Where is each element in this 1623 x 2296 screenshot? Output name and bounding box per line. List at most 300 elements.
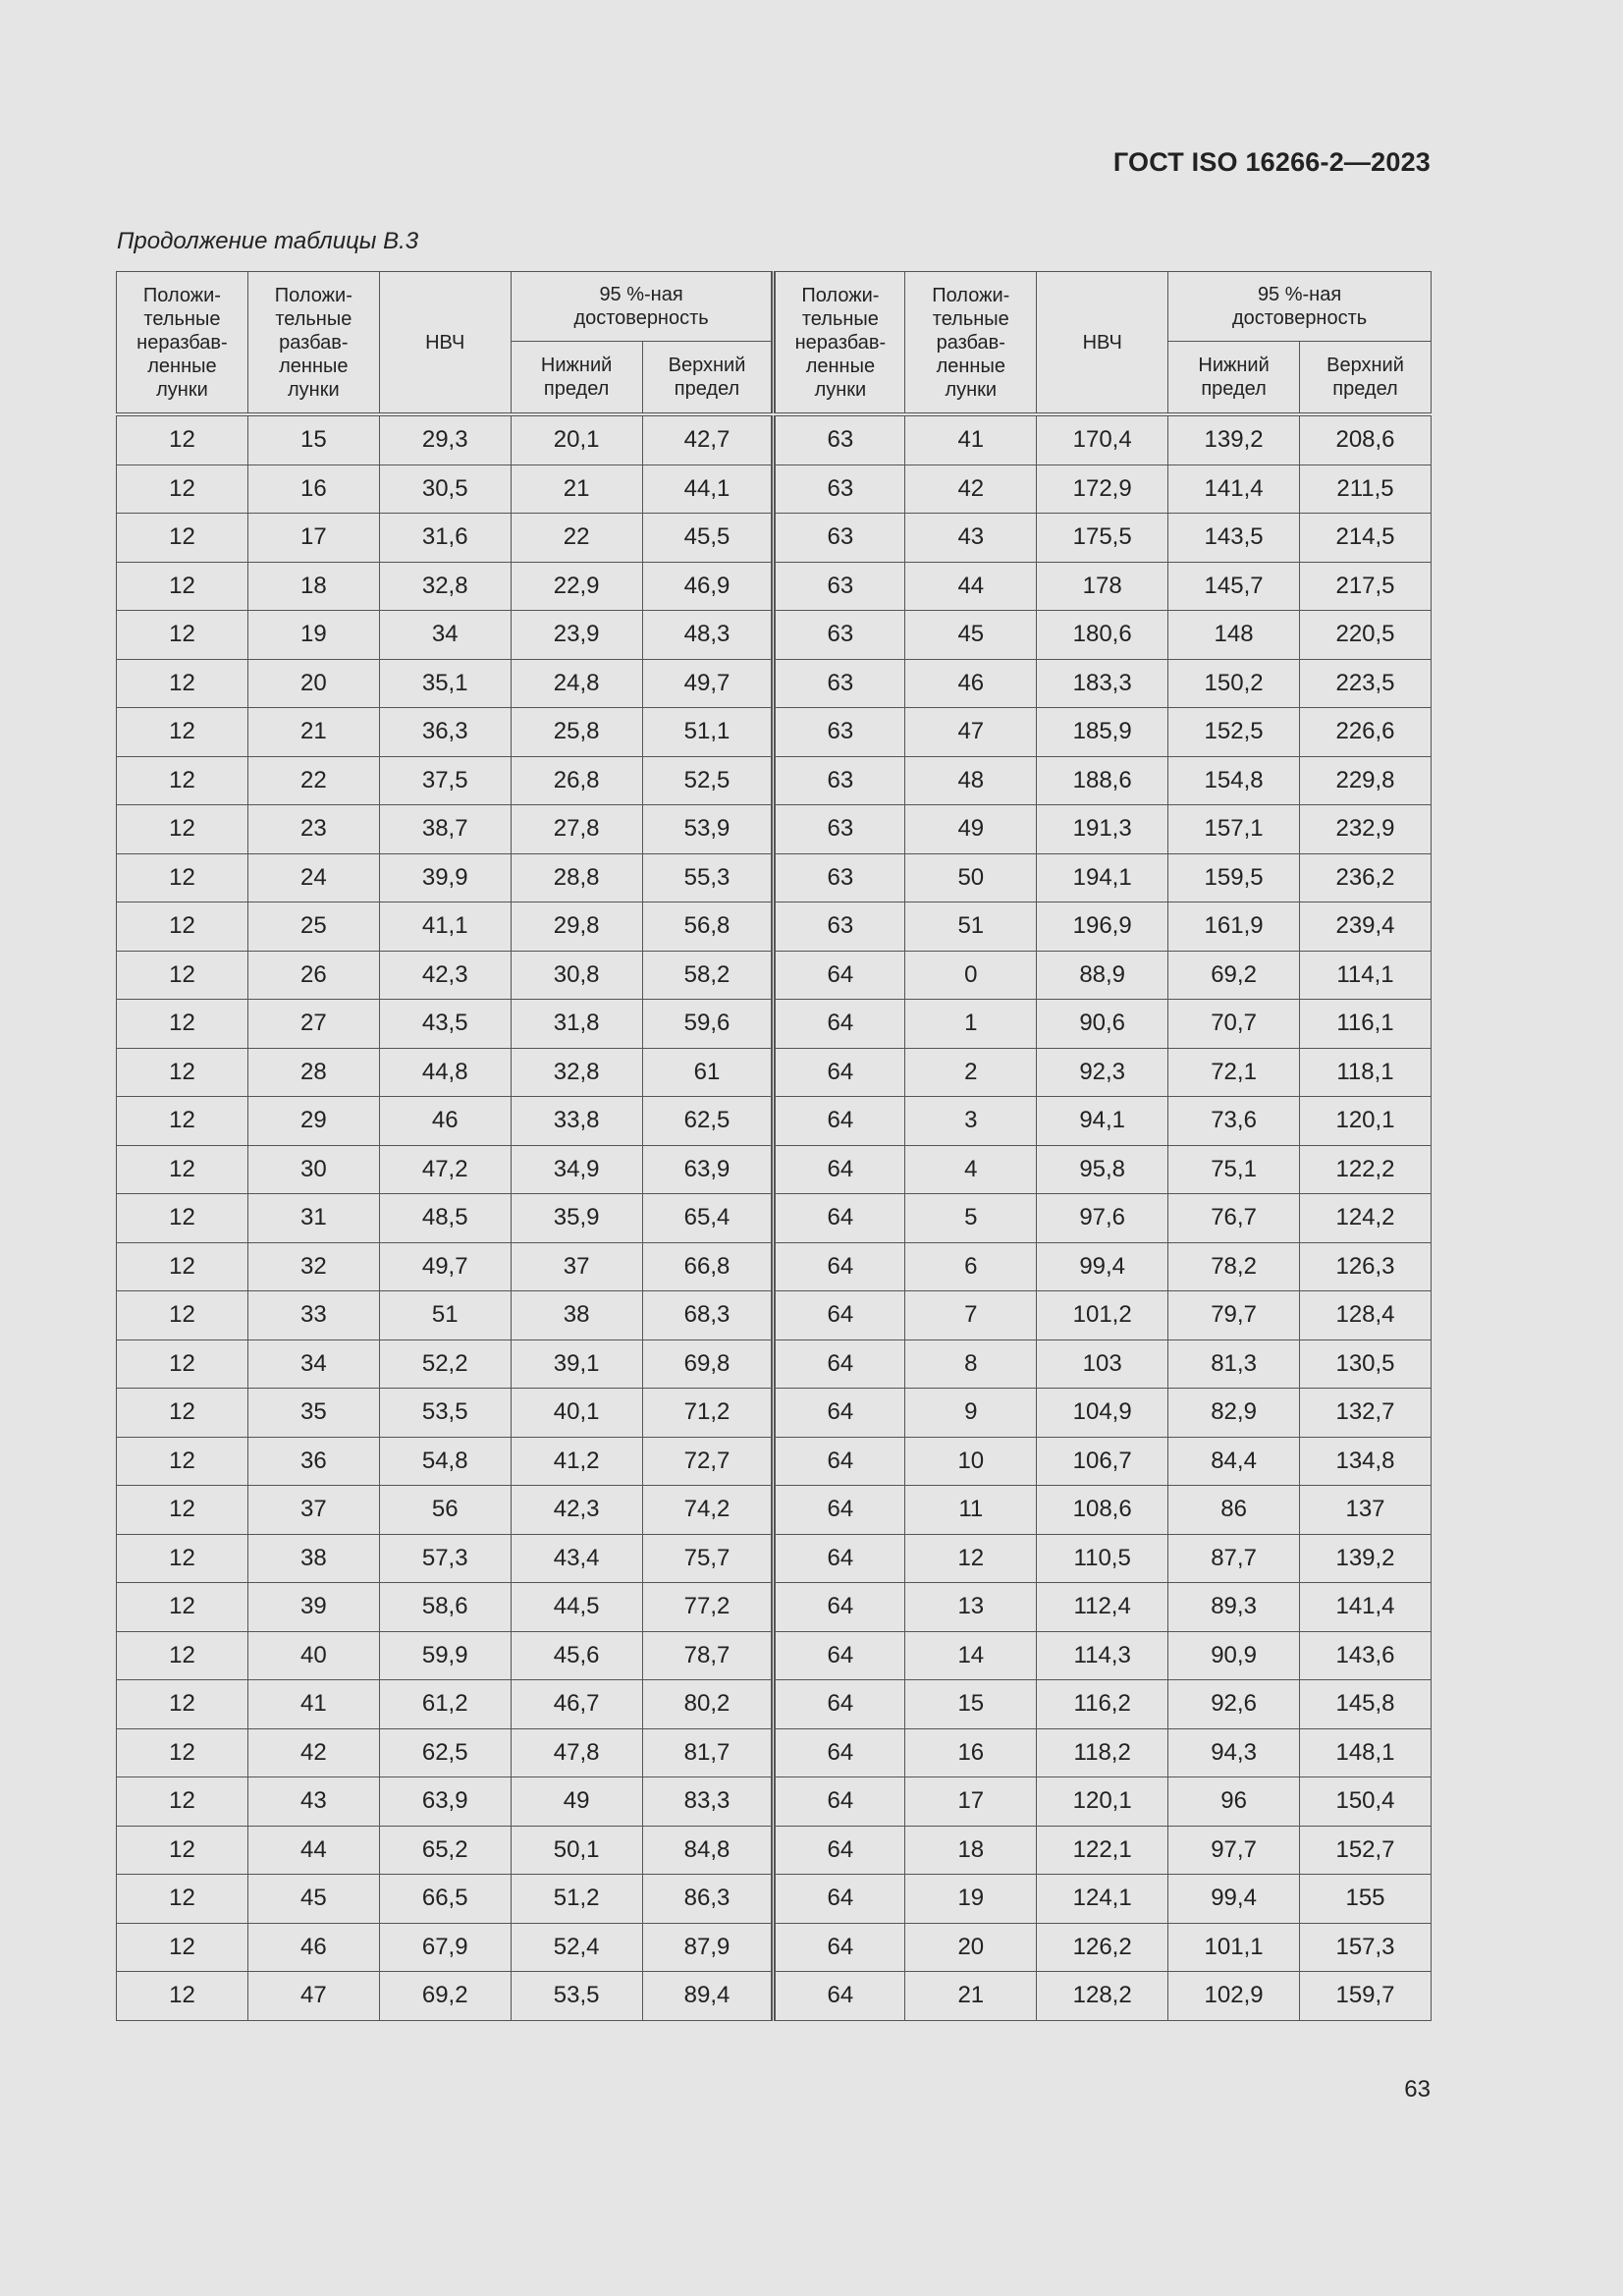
table-cell: 12 (117, 562, 248, 611)
table-cell: 13 (905, 1583, 1037, 1632)
table-cell: 120,1 (1037, 1777, 1168, 1827)
table-cell: 220,5 (1300, 611, 1432, 660)
table-cell: 63 (774, 805, 905, 854)
table-cell: 67,9 (379, 1923, 511, 1972)
table-cell: 12 (117, 1437, 248, 1486)
table-cell: 239,4 (1300, 902, 1432, 952)
page-number: 63 (1404, 2076, 1431, 2103)
table-cell: 31 (247, 1194, 379, 1243)
table-cell: 128,4 (1300, 1291, 1432, 1340)
table-cell: 41,1 (379, 902, 511, 952)
table-row (117, 756, 1432, 805)
table-row (117, 1875, 1432, 1924)
table-cell: 39,9 (379, 853, 511, 902)
table-row (117, 1486, 1432, 1535)
header-lower-right: Нижний предел (1168, 342, 1300, 413)
table-cell: 18 (247, 562, 379, 611)
header-lower-left: Нижний предел (511, 342, 642, 413)
table-cell: 51,2 (511, 1875, 642, 1924)
table-cell: 143,6 (1300, 1631, 1432, 1680)
table-row (117, 1097, 1432, 1146)
document-standard-number: ГОСТ ISO 16266-2—2023 (1112, 147, 1431, 177)
table-cell: 63,9 (642, 1145, 774, 1194)
table-cell: 141,4 (1168, 465, 1300, 514)
table-cell: 43,5 (379, 1000, 511, 1049)
table-cell: 185,9 (1037, 708, 1168, 757)
table-cell: 99,4 (1168, 1875, 1300, 1924)
header-mpn-left: НВЧ (379, 272, 511, 413)
table-cell: 66,8 (642, 1242, 774, 1291)
table-cell: 83,3 (642, 1777, 774, 1827)
table-cell: 16 (905, 1728, 1037, 1777)
table-cell: 25,8 (511, 708, 642, 757)
table-row (117, 1583, 1432, 1632)
table-cell: 101,1 (1168, 1923, 1300, 1972)
table-cell: 12 (117, 708, 248, 757)
table-cell: 102,9 (1168, 1972, 1300, 2021)
table-cell: 44,8 (379, 1048, 511, 1097)
table-cell: 21 (247, 708, 379, 757)
table-cell: 29 (247, 1097, 379, 1146)
table-cell: 34 (247, 1339, 379, 1389)
table-cell: 46 (247, 1923, 379, 1972)
table-row (117, 1680, 1432, 1729)
table-cell: 40 (247, 1631, 379, 1680)
table-cell: 161,9 (1168, 902, 1300, 952)
table-row (117, 1826, 1432, 1875)
table-cell: 73,6 (1168, 1097, 1300, 1146)
table-cell: 64 (774, 1923, 905, 1972)
table-cell: 19 (905, 1875, 1037, 1924)
table-cell: 159,7 (1300, 1972, 1432, 2021)
table-cell: 38 (247, 1534, 379, 1583)
table-cell: 21 (905, 1972, 1037, 2021)
table-cell: 97,6 (1037, 1194, 1168, 1243)
table-cell: 23 (247, 805, 379, 854)
table-cell: 51,1 (642, 708, 774, 757)
table-cell: 47 (247, 1972, 379, 2021)
table-cell: 45 (905, 611, 1037, 660)
table-cell: 22,9 (511, 562, 642, 611)
table-cell: 18 (905, 1826, 1037, 1875)
table-cell: 89,4 (642, 1972, 774, 2021)
table-cell: 63 (774, 659, 905, 708)
table-cell: 128,2 (1037, 1972, 1168, 2021)
table-cell: 170,4 (1037, 416, 1168, 465)
table-cell: 12 (117, 1777, 248, 1827)
table-cell: 65,4 (642, 1194, 774, 1243)
table-cell: 124,1 (1037, 1875, 1168, 1924)
table-cell: 12 (117, 853, 248, 902)
table-cell: 43 (905, 514, 1037, 563)
table-cell: 211,5 (1300, 465, 1432, 514)
table-cell: 47 (905, 708, 1037, 757)
table-cell: 12 (117, 1486, 248, 1535)
header-pos-diluted-left: Положи- тельные разбав- ленные лунки (247, 272, 379, 413)
table-row (117, 465, 1432, 514)
table-cell: 86,3 (642, 1875, 774, 1924)
header-confidence-right: 95 %-ная достоверность (1168, 272, 1432, 342)
table-cell: 65,2 (379, 1826, 511, 1875)
table-cell: 48,3 (642, 611, 774, 660)
table-cell: 68,3 (642, 1291, 774, 1340)
table-cell: 25 (247, 902, 379, 952)
table-row (117, 1923, 1432, 1972)
table-cell: 92,6 (1168, 1680, 1300, 1729)
table-cell: 118,2 (1037, 1728, 1168, 1777)
table-cell: 28,8 (511, 853, 642, 902)
table-cell: 64 (774, 1389, 905, 1438)
table-row (117, 805, 1432, 854)
table-cell: 2 (905, 1048, 1037, 1097)
table-cell: 157,3 (1300, 1923, 1432, 1972)
table-cell: 12 (117, 1826, 248, 1875)
table-cell: 145,7 (1168, 562, 1300, 611)
table-cell: 178 (1037, 562, 1168, 611)
table-cell: 46 (905, 659, 1037, 708)
table-row (117, 611, 1432, 660)
table-cell: 12 (117, 1534, 248, 1583)
table-cell: 12 (117, 659, 248, 708)
table-cell: 17 (905, 1777, 1037, 1827)
table-cell: 63 (774, 562, 905, 611)
table-row (117, 1291, 1432, 1340)
table-row (117, 1777, 1432, 1827)
table-cell: 12 (117, 1339, 248, 1389)
table-cell: 31,8 (511, 1000, 642, 1049)
table-cell: 6 (905, 1242, 1037, 1291)
table-cell: 154,8 (1168, 756, 1300, 805)
table-cell: 39,1 (511, 1339, 642, 1389)
table-row (117, 659, 1432, 708)
table-cell: 236,2 (1300, 853, 1432, 902)
table-cell: 1 (905, 1000, 1037, 1049)
table-cell: 122,2 (1300, 1145, 1432, 1194)
table-cell: 150,2 (1168, 659, 1300, 708)
table-cell: 196,9 (1037, 902, 1168, 952)
table-cell: 63 (774, 514, 905, 563)
table-cell: 12 (117, 1145, 248, 1194)
table-cell: 217,5 (1300, 562, 1432, 611)
table-cell: 42 (247, 1728, 379, 1777)
table-cell: 49,7 (642, 659, 774, 708)
table-cell: 30 (247, 1145, 379, 1194)
table-cell: 69,2 (379, 1972, 511, 2021)
table-cell: 81,3 (1168, 1339, 1300, 1389)
table-cell: 80,2 (642, 1680, 774, 1729)
table-cell: 64 (774, 1291, 905, 1340)
table-cell: 45 (247, 1875, 379, 1924)
table-cell: 64 (774, 1194, 905, 1243)
table-cell: 53,5 (511, 1972, 642, 2021)
table-cell: 63 (774, 708, 905, 757)
table-cell: 226,6 (1300, 708, 1432, 757)
table-cell: 46 (379, 1097, 511, 1146)
table-cell: 12 (117, 465, 248, 514)
table-cell: 58,2 (642, 951, 774, 1000)
table-cell: 122,1 (1037, 1826, 1168, 1875)
table-cell: 99,4 (1037, 1242, 1168, 1291)
table-cell: 47,2 (379, 1145, 511, 1194)
table-cell: 42,7 (642, 416, 774, 465)
table-cell: 50,1 (511, 1826, 642, 1875)
table-row (117, 514, 1432, 563)
table-cell: 64 (774, 1631, 905, 1680)
table-cell: 112,4 (1037, 1583, 1168, 1632)
table-cell: 8 (905, 1339, 1037, 1389)
table-cell: 27 (247, 1000, 379, 1049)
table-cell: 35 (247, 1389, 379, 1438)
table-cell: 64 (774, 1339, 905, 1389)
table-cell: 44,1 (642, 465, 774, 514)
table-cell: 64 (774, 1145, 905, 1194)
table-cell: 152,7 (1300, 1826, 1432, 1875)
table-cell: 82,9 (1168, 1389, 1300, 1438)
table-cell: 41,2 (511, 1437, 642, 1486)
table-cell: 48 (905, 756, 1037, 805)
table-cell: 139,2 (1300, 1534, 1432, 1583)
table-cell: 152,5 (1168, 708, 1300, 757)
table-cell: 44,5 (511, 1583, 642, 1632)
table-cell: 143,5 (1168, 514, 1300, 563)
table-cell: 114,1 (1300, 951, 1432, 1000)
table-cell: 194,1 (1037, 853, 1168, 902)
table-cell: 56 (379, 1486, 511, 1535)
table-cell: 42,3 (511, 1486, 642, 1535)
table-cell: 51 (379, 1291, 511, 1340)
table-cell: 48,5 (379, 1194, 511, 1243)
table-cell: 29,8 (511, 902, 642, 952)
table-cell: 75,1 (1168, 1145, 1300, 1194)
table-cell: 12 (117, 1923, 248, 1972)
table-cell: 63 (774, 416, 905, 465)
table-cell: 12 (117, 1583, 248, 1632)
table-cell: 88,9 (1037, 951, 1168, 1000)
table-row (117, 1242, 1432, 1291)
table-cell: 32 (247, 1242, 379, 1291)
table-cell: 33 (247, 1291, 379, 1340)
table-cell: 64 (774, 1777, 905, 1827)
table-cell: 41 (247, 1680, 379, 1729)
table-cell: 74,2 (642, 1486, 774, 1535)
header-mpn-right: НВЧ (1037, 272, 1168, 413)
table-cell: 20 (247, 659, 379, 708)
table-cell: 64 (774, 1728, 905, 1777)
table-cell: 0 (905, 951, 1037, 1000)
table-cell: 14 (905, 1631, 1037, 1680)
table-cell: 20 (905, 1923, 1037, 1972)
table-cell: 12 (117, 514, 248, 563)
table-cell: 120,1 (1300, 1097, 1432, 1146)
table-cell: 27,8 (511, 805, 642, 854)
table-cell: 95,8 (1037, 1145, 1168, 1194)
table-cell: 35,1 (379, 659, 511, 708)
table-cell: 92,3 (1037, 1048, 1168, 1097)
table-cell: 5 (905, 1194, 1037, 1243)
table-cell: 12 (117, 1728, 248, 1777)
table-cell: 38,7 (379, 805, 511, 854)
table-cell: 7 (905, 1291, 1037, 1340)
table-cell: 28 (247, 1048, 379, 1097)
table-cell: 16 (247, 465, 379, 514)
table-cell: 64 (774, 1048, 905, 1097)
table-cell: 46,7 (511, 1680, 642, 1729)
table-cell: 90,9 (1168, 1631, 1300, 1680)
table-cell: 45,5 (642, 514, 774, 563)
data-table (116, 271, 1432, 2021)
table-cell: 64 (774, 1486, 905, 1535)
table-row (117, 1728, 1432, 1777)
table-cell: 20,1 (511, 416, 642, 465)
table-cell: 126,2 (1037, 1923, 1168, 1972)
table-cell: 21 (511, 465, 642, 514)
table-cell: 79,7 (1168, 1291, 1300, 1340)
table-cell: 172,9 (1037, 465, 1168, 514)
table-cell: 30,5 (379, 465, 511, 514)
table-cell: 223,5 (1300, 659, 1432, 708)
table-cell: 64 (774, 1534, 905, 1583)
table-row (117, 416, 1432, 465)
table-cell: 70,7 (1168, 1000, 1300, 1049)
table-cell: 43,4 (511, 1534, 642, 1583)
table-row (117, 1339, 1432, 1389)
table-cell: 35,9 (511, 1194, 642, 1243)
table-cell: 12 (117, 1875, 248, 1924)
table-cell: 81,7 (642, 1728, 774, 1777)
table-cell: 37 (511, 1242, 642, 1291)
table-cell: 134,8 (1300, 1437, 1432, 1486)
table-cell: 33,8 (511, 1097, 642, 1146)
table-cell: 64 (774, 1000, 905, 1049)
table-cell: 52,5 (642, 756, 774, 805)
table-cell: 42 (905, 465, 1037, 514)
table-cell: 229,8 (1300, 756, 1432, 805)
table-cell: 64 (774, 1437, 905, 1486)
table-cell: 12 (117, 1389, 248, 1438)
table-cell: 12 (117, 951, 248, 1000)
table-cell: 180,6 (1037, 611, 1168, 660)
table-cell: 108,6 (1037, 1486, 1168, 1535)
table-cell: 12 (117, 611, 248, 660)
table-cell: 72,7 (642, 1437, 774, 1486)
table-cell: 12 (905, 1534, 1037, 1583)
table-cell: 17 (247, 514, 379, 563)
table-cell: 97,7 (1168, 1826, 1300, 1875)
table-cell: 87,9 (642, 1923, 774, 1972)
table-cell: 118,1 (1300, 1048, 1432, 1097)
table-cell: 58,6 (379, 1583, 511, 1632)
table-cell: 12 (117, 1972, 248, 2021)
table-cell: 141,4 (1300, 1583, 1432, 1632)
table-cell: 214,5 (1300, 514, 1432, 563)
table-row (117, 1048, 1432, 1097)
table-cell: 12 (117, 1000, 248, 1049)
table-container (116, 271, 1432, 2021)
table-cell: 59,6 (642, 1000, 774, 1049)
table-caption: Продолжение таблицы В.3 (117, 228, 419, 254)
table-cell: 145,8 (1300, 1680, 1432, 1729)
table-cell: 62,5 (642, 1097, 774, 1146)
table-cell: 69,8 (642, 1339, 774, 1389)
table-body (117, 413, 1432, 2021)
table-cell: 175,5 (1037, 514, 1168, 563)
table-cell: 12 (117, 805, 248, 854)
table-cell: 96 (1168, 1777, 1300, 1827)
table-cell: 55,3 (642, 853, 774, 902)
table-cell: 29,3 (379, 416, 511, 465)
table-cell: 86 (1168, 1486, 1300, 1535)
table-cell: 63 (774, 853, 905, 902)
header-confidence-left: 95 %-ная достоверность (511, 272, 774, 342)
table-cell: 101,2 (1037, 1291, 1168, 1340)
table-row (117, 1145, 1432, 1194)
table-cell: 52,4 (511, 1923, 642, 1972)
table-cell: 15 (247, 416, 379, 465)
table-cell: 4 (905, 1145, 1037, 1194)
table-cell: 22 (247, 756, 379, 805)
header-pos-undiluted-right: Положи- тельные неразбав- ленные лунки (774, 272, 905, 413)
table-cell: 31,6 (379, 514, 511, 563)
table-cell: 75,7 (642, 1534, 774, 1583)
table-cell: 57,3 (379, 1534, 511, 1583)
table-cell: 208,6 (1300, 416, 1432, 465)
table-cell: 103 (1037, 1339, 1168, 1389)
table-cell: 24 (247, 853, 379, 902)
table-cell: 71,2 (642, 1389, 774, 1438)
table-cell: 30,8 (511, 951, 642, 1000)
table-cell: 157,1 (1168, 805, 1300, 854)
table-cell: 148 (1168, 611, 1300, 660)
table-cell: 77,2 (642, 1583, 774, 1632)
table-cell: 53,5 (379, 1389, 511, 1438)
table-cell: 94,3 (1168, 1728, 1300, 1777)
table-row (117, 562, 1432, 611)
table-cell: 59,9 (379, 1631, 511, 1680)
table-row (117, 1534, 1432, 1583)
table-cell: 64 (774, 1680, 905, 1729)
table-row (117, 853, 1432, 902)
table-cell: 12 (117, 1097, 248, 1146)
table-cell: 64 (774, 951, 905, 1000)
table-cell: 56,8 (642, 902, 774, 952)
table-cell: 104,9 (1037, 1389, 1168, 1438)
table-cell: 46,9 (642, 562, 774, 611)
table-cell: 12 (117, 1680, 248, 1729)
header-pos-diluted-right: Положи- тельные разбав- ленные лунки (905, 272, 1037, 413)
table-cell: 12 (117, 1048, 248, 1097)
table-cell: 72,1 (1168, 1048, 1300, 1097)
table-cell: 40,1 (511, 1389, 642, 1438)
table-cell: 63 (774, 756, 905, 805)
table-cell: 11 (905, 1486, 1037, 1535)
table-cell: 148,1 (1300, 1728, 1432, 1777)
table-cell: 90,6 (1037, 1000, 1168, 1049)
table-row (117, 1631, 1432, 1680)
table-cell: 12 (117, 1291, 248, 1340)
table-cell: 26,8 (511, 756, 642, 805)
table-cell: 89,3 (1168, 1583, 1300, 1632)
table-row (117, 708, 1432, 757)
table-cell: 24,8 (511, 659, 642, 708)
table-cell: 32,8 (511, 1048, 642, 1097)
table-cell: 15 (905, 1680, 1037, 1729)
table-cell: 32,8 (379, 562, 511, 611)
table-cell: 106,7 (1037, 1437, 1168, 1486)
table-cell: 22 (511, 514, 642, 563)
table-cell: 124,2 (1300, 1194, 1432, 1243)
table-cell: 64 (774, 1242, 905, 1291)
table-cell: 159,5 (1168, 853, 1300, 902)
